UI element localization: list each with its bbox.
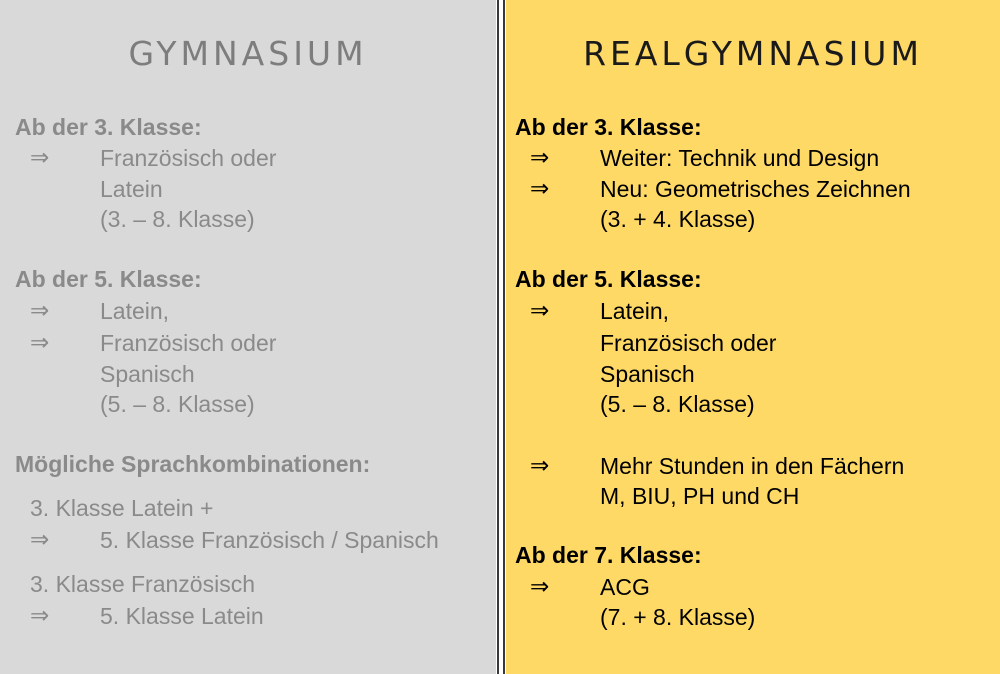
real-klasse3-line3: (3. + 4. Klasse) (600, 206, 756, 232)
real-klasse5-line3: Spanisch (600, 361, 695, 387)
arrow-icon: ⇒ (530, 453, 550, 479)
arrow-icon: ⇒ (530, 145, 550, 171)
arrow-icon: ⇒ (30, 527, 50, 553)
gym-kombi-heading: Mögliche Sprachkombinationen: (15, 451, 371, 477)
gym-klasse5-line3: Spanisch (100, 361, 195, 387)
real-klasse5-heading: Ab der 5. Klasse: (515, 266, 702, 292)
real-klasse7-line1: ACG (600, 574, 650, 600)
real-klasse3-line1: Weiter: Technik und Design (600, 145, 880, 171)
real-klasse5-extra1: Mehr Stunden in den Fächern (600, 453, 905, 479)
gym-klasse3-line1: Französisch oder (100, 145, 277, 171)
gym-kombi2-b: 5. Klasse Latein (100, 603, 264, 629)
gymnasium-panel (0, 0, 496, 674)
gym-klasse5-line2: Französisch oder (100, 330, 277, 356)
gym-klasse5-line4: (5. – 8. Klasse) (100, 391, 255, 417)
real-klasse5-line2: Französisch oder (600, 330, 777, 356)
realgymnasium-panel (506, 0, 1000, 674)
gym-klasse3-line2: Latein (100, 176, 163, 202)
gym-klasse5-line1: Latein, (100, 298, 170, 324)
real-klasse7-line2: (7. + 8. Klasse) (600, 604, 756, 630)
arrow-icon: ⇒ (530, 176, 550, 202)
real-klasse3-line2: Neu: Geometrisches Zeichnen (600, 176, 911, 202)
arrow-icon: ⇒ (30, 145, 50, 171)
gym-klasse3-heading: Ab der 3. Klasse: (15, 114, 202, 140)
gymnasium-title: GYMNASIUM (128, 34, 368, 73)
gym-kombi1-b: 5. Klasse Französisch / Spanisch (100, 527, 439, 553)
panel-divider (496, 0, 506, 674)
real-klasse5-line1: Latein, (600, 298, 670, 324)
arrow-icon: ⇒ (30, 603, 50, 629)
gym-kombi2-a: 3. Klasse Französisch (30, 571, 255, 597)
real-klasse5-line4: (5. – 8. Klasse) (600, 391, 755, 417)
arrow-icon: ⇒ (530, 574, 550, 600)
real-klasse3-heading: Ab der 3. Klasse: (515, 114, 702, 140)
gym-klasse5-heading: Ab der 5. Klasse: (15, 266, 202, 292)
gym-klasse3-line3: (3. – 8. Klasse) (100, 206, 255, 232)
arrow-icon: ⇒ (530, 298, 550, 324)
arrow-icon: ⇒ (30, 330, 50, 356)
arrow-icon: ⇒ (30, 298, 50, 324)
real-klasse5-extra2: M, BIU, PH und CH (600, 483, 800, 509)
realgymnasium-title: REALGYMNASIUM (583, 34, 923, 73)
gym-kombi1-a: 3. Klasse Latein + (30, 495, 214, 521)
real-klasse7-heading: Ab der 7. Klasse: (515, 542, 702, 568)
